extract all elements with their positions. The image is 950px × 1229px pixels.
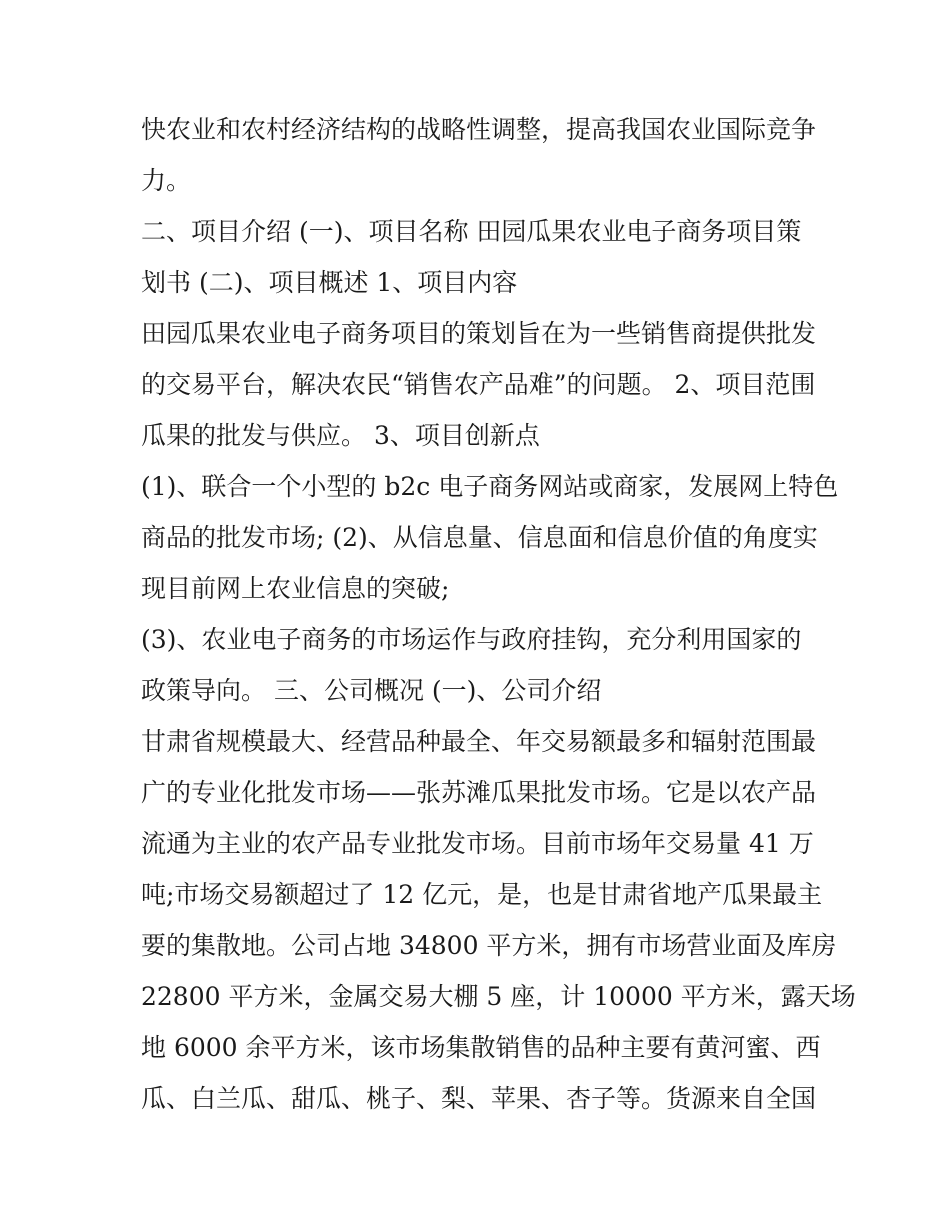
text-line: 田园瓜果农业电子商务项目的策划旨在为一些销售商提供批发 bbox=[141, 319, 817, 348]
text-line: 划书 (二)、项目概述 1、项目内容 bbox=[141, 268, 518, 297]
text-line: 22800 平方米，金属交易大棚 5 座，计 10000 平方米，露天场 bbox=[141, 982, 856, 1011]
text-line: 政策导向。 三、公司概况 (一)、公司介绍 bbox=[141, 676, 602, 705]
text-line: 现目前网上农业信息的突破; bbox=[141, 574, 450, 603]
text-line: 地 6000 余平方米，该市场集散销售的品种主要有黄河蜜、西 bbox=[141, 1033, 821, 1062]
text-line: 流通为主业的农产品专业批发市场。目前市场年交易量 41 万 bbox=[141, 829, 814, 858]
text-line: (3)、农业电子商务的市场运作与政府挂钩，充分利用国家的 bbox=[141, 625, 802, 654]
text-line: (1)、联合一个小型的 b2c 电子商务网站或商家，发展网上特色 bbox=[141, 472, 839, 501]
text-line: 的交易平台，解决农民“销售农产品难”的问题。 2、项目范围 bbox=[141, 370, 816, 399]
text-line: 力。 bbox=[141, 166, 192, 195]
text-line: 甘肃省规模最大、经营品种最全、年交易额最多和辐射范围最 bbox=[141, 727, 817, 756]
text-line: 瓜果的批发与供应。 3、项目创新点 bbox=[141, 421, 540, 450]
text-line: 瓜、白兰瓜、甜瓜、桃子、梨、苹果、杏子等。货源来自全国 bbox=[141, 1084, 817, 1113]
text-line: 商品的批发市场; (2)、从信息量、信息面和信息价值的角度实 bbox=[141, 523, 818, 552]
body-text bbox=[141, 104, 856, 1124]
text-line: 吨;市场交易额超过了 12 亿元，是，也是甘肃省地产瓜果最主 bbox=[141, 880, 823, 909]
text-line: 二、项目介绍 (一)、项目名称 田园瓜果农业电子商务项目策 bbox=[141, 217, 802, 246]
text-line: 广的专业化批发市场——张苏滩瓜果批发市场。它是以农产品 bbox=[141, 778, 817, 807]
text-line: 要的集散地。公司占地 34800 平方米，拥有市场营业面及库房 bbox=[141, 931, 837, 960]
text-line: 快农业和农村经济结构的战略性调整，提高我国农业国际竞争 bbox=[141, 115, 817, 144]
